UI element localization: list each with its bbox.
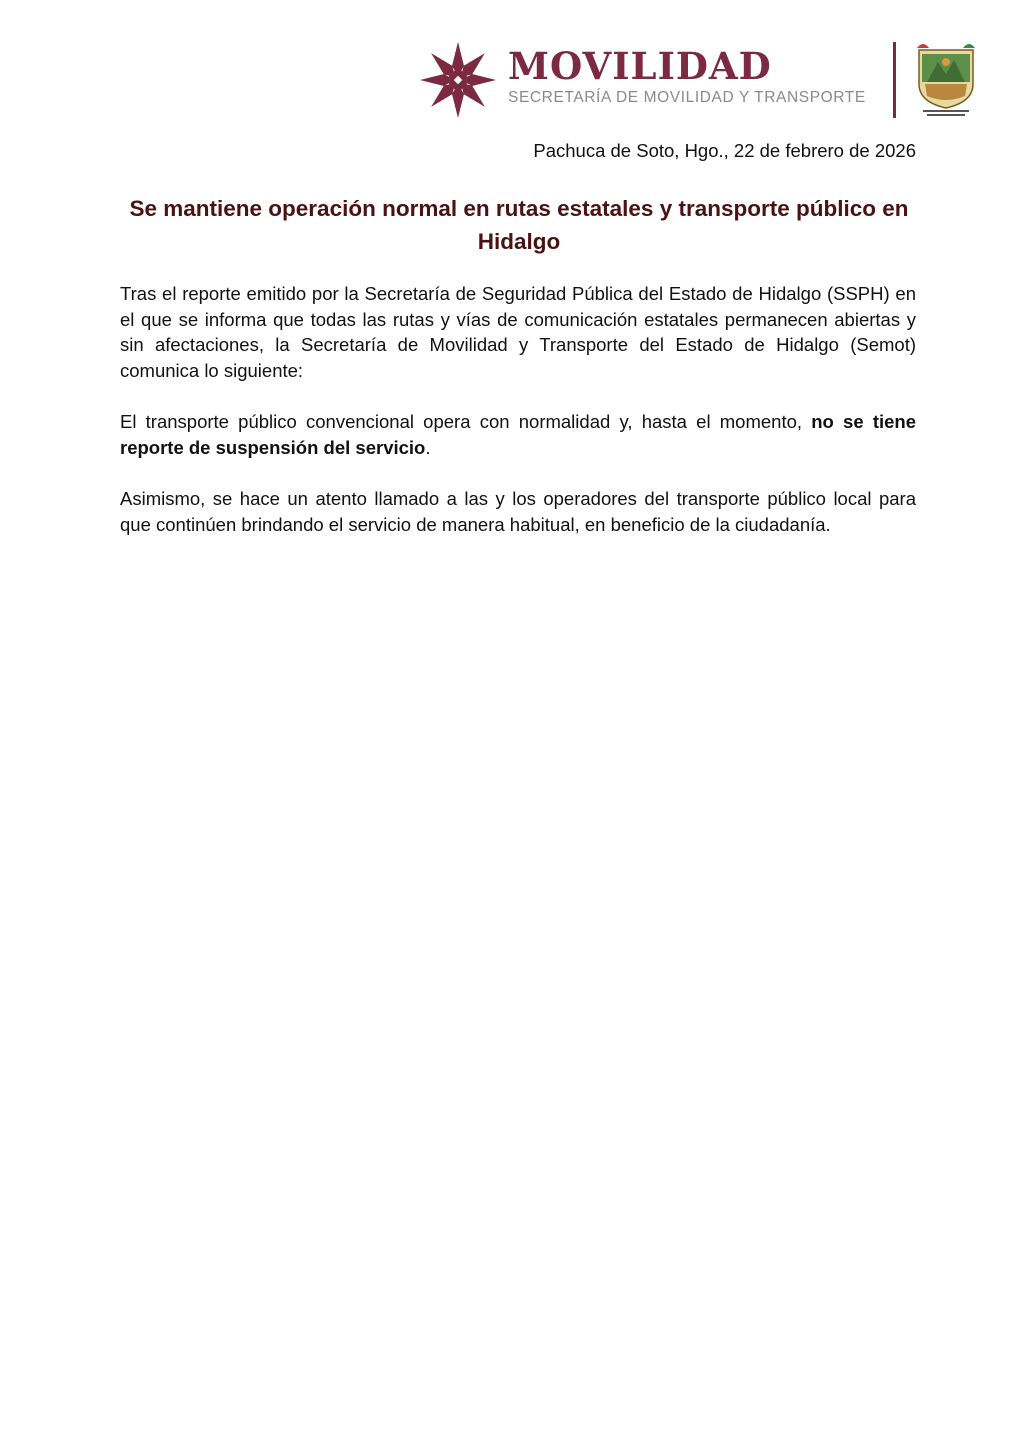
brand-block: [508, 46, 866, 108]
paragraph-2-bold-text: no se tiene reporte de suspensión del servicio: [120, 411, 917, 458]
paragraph-3: Asimismo, se hace un atento llamado a las y los operadores del transporte público local para que continúen brindando el servicio de manera habitual, en beneficio de la ciudadanía.: [120, 488, 916, 535]
place-date: Pachuca de Soto, Hgo., 22 de febrero de 2026: [533, 140, 916, 161]
hidalgo-coat-of-arms-icon: [913, 40, 979, 120]
paragraph-2-text: El transporte público convencional opera con normalidad y, hasta el momento,: [120, 411, 812, 432]
movilidad-star-logo-icon: [418, 40, 498, 120]
brand-subtitle: SECRETARÍA DE MOVILIDAD Y TRANSPORTE: [508, 89, 866, 106]
header-divider: [893, 42, 896, 118]
paragraph-2: [120, 409, 916, 460]
paragraph-2-period: .: [425, 436, 431, 458]
press-release-title: Se mantiene operación normal en rutas estatales y transporte público en Hidalgo: [129, 196, 909, 254]
paragraph-1: Tras el reporte emitido por la Secretaría de Seguridad Pública del Estado de Hidalgo (SSPH) en el que se informa que todas las rutas y vías de comunicación estatales permanecen abiertas y sin afectaciones, la Secretaría de Movilidad y Transporte del Estado de Hidalgo (Semot) comunica lo siguiente:: [120, 283, 916, 381]
letterhead: [418, 38, 988, 124]
brand-name: MOVILIDAD: [508, 44, 772, 88]
